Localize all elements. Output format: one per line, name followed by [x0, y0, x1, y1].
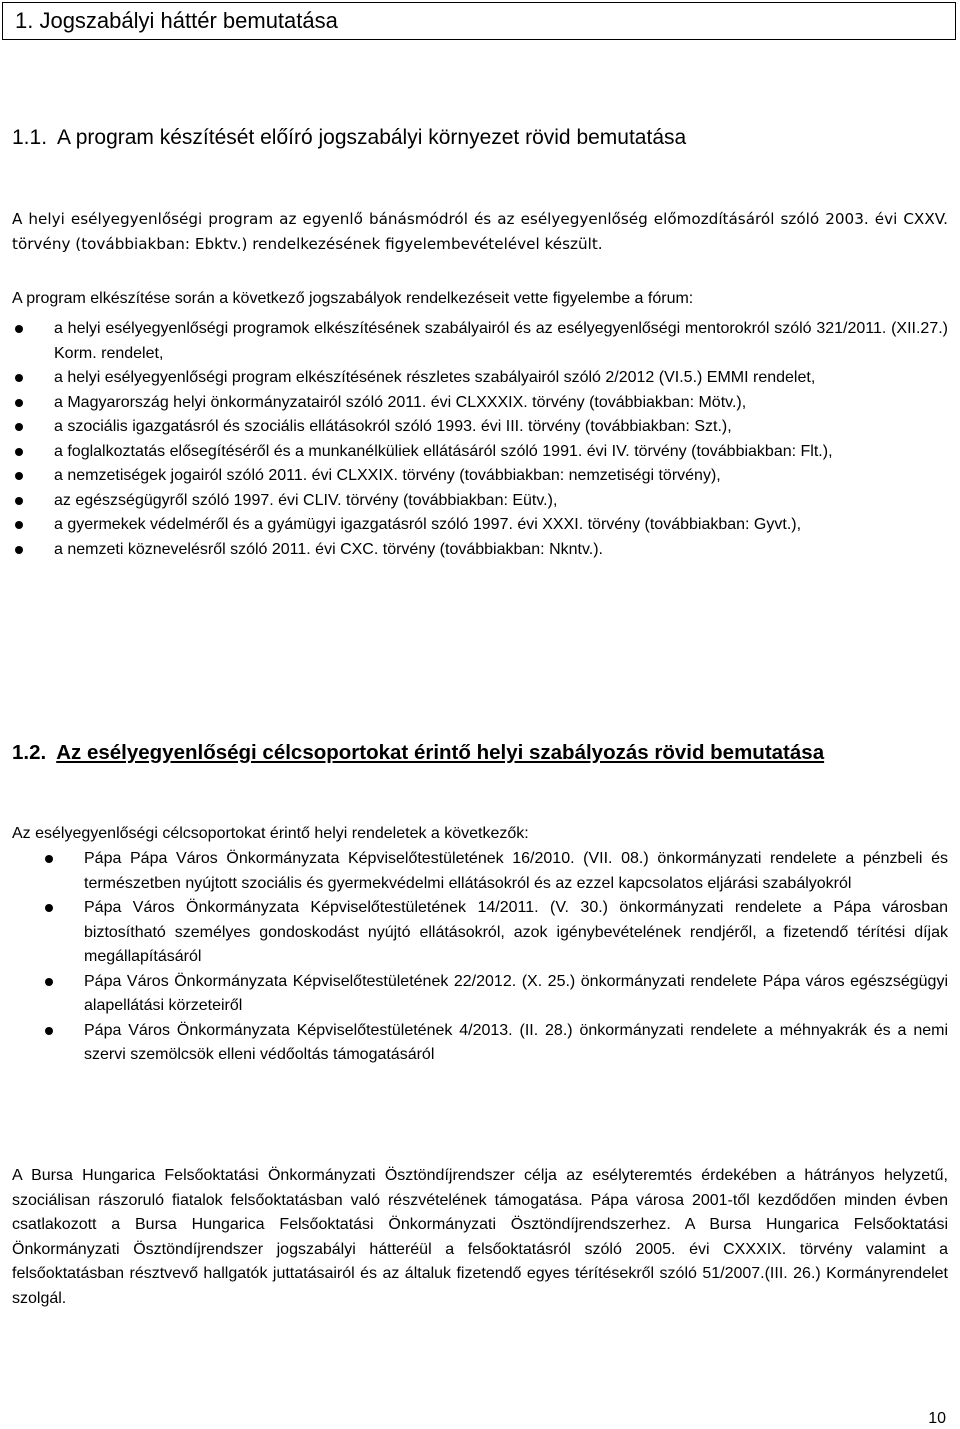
bullet-icon	[15, 325, 23, 333]
laws-lead-paragraph: A program elkészítése során a következő jogszabályok rendelkezéseit vette figyelembe a fórum:	[12, 290, 694, 307]
bullet-icon	[15, 521, 23, 529]
ebktv-intro-paragraph: A helyi esélyegyenlőségi program az egyenlő bánásmódról és az esélyegyenlőség előmozdításáról szóló 2003. évi CXXV. törvény (továbbiakban: Ebktv.) rendelkezésének figyelembevételével készült.	[12, 210, 948, 253]
section-1-2-title: Az esélyegyenlőségi célcsoportokat érintő helyi szabályozás rövid bemutatása	[56, 741, 825, 764]
section-1-2-number: 1.2.	[12, 741, 47, 764]
list-item: a Magyarország helyi önkormányzatairól szóló 2011. évi CLXXXIX. törvény (továbbiakban: Mötv.),	[0, 391, 948, 416]
list-item: Pápa Város Önkormányzata Képviselőtestületének 22/2012. (X. 25.) önkormányzati rendelete Pápa város egészségügyi alapellátási körzeteiről	[0, 970, 948, 1019]
bullet-icon	[45, 904, 53, 912]
bullet-icon	[15, 546, 23, 554]
list-item: a foglalkoztatás elősegítéséről és a munkanélküliek ellátásáról szóló 1991. évi IV. törvény (továbbiakban: Flt.),	[0, 440, 948, 465]
page-number: 10	[928, 1410, 946, 1427]
list-item: a nemzetiségek jogairól szóló 2011. évi CLXXIX. törvény (továbbiakban: nemzetiségi törvény),	[0, 464, 948, 489]
local-rules-lead-paragraph: Az esélyegyenlőségi célcsoportokat érintő helyi rendeletek a következők:	[12, 825, 529, 842]
list-item: a szociális igazgatásról és szociális ellátásokról szóló 1993. évi III. törvény (továbbiakban: Szt.),	[0, 415, 948, 440]
bullet-icon	[15, 399, 23, 407]
list-item: a nemzeti köznevelésről szóló 2011. évi CXC. törvény (továbbiakban: Nkntv.).	[0, 538, 948, 563]
bullet-icon	[45, 978, 53, 986]
bullet-icon	[45, 855, 53, 863]
bursa-hungarica-paragraph: A Bursa Hungarica Felsőoktatási Önkormányzati Ösztöndíjrendszer célja az esélyteremtés érdekében a hátrányos helyzetű, szociálisan rászoruló fiatalok felsőoktatásban való részvételének támogatása. Pápa városa 2001-től kezdődően minden évben csatlakozott a Bursa Hungarica Felsőoktatási Önkormányzati Ösztöndíjrendszerhez. A Bursa Hungarica Felsőoktatási Önkormányzati Ösztöndíjrendszer jogszabályi hátteréül a felsőoktatásról szóló 2005. évi CXXXIX. törvény valamint a felsőoktatásban résztvevő hallgatók juttatásairól és az általuk fizetendő egyes térítésekről szóló 51/2007.(III. 26.) Kormányrendelet szolgál.	[12, 1167, 948, 1307]
section-1-1-heading	[12, 126, 686, 150]
list-item: a helyi esélyegyenlőségi program elkészítésének részletes szabályairól szóló 2/2012 (VI.5.) EMMI rendelet,	[0, 366, 948, 391]
list-item: Pápa Város Önkormányzata Képviselőtestületének 14/2011. (V. 30.) önkormányzati rendelete a Pápa városban biztosítható személyes gondoskodást nyújtó ellátásokról, azok igénybevételének rendjéről, a fizetendő térítési díjak megállapításáról	[0, 896, 948, 970]
section-1-1-title: A program készítését előíró jogszabályi környezet rövid bemutatása	[57, 126, 687, 149]
bullet-icon	[15, 497, 23, 505]
list-item: Pápa Pápa Város Önkormányzata Képviselőtestületének 16/2010. (VII. 08.) önkormányzati rendelete a pénzbeli és természetben nyújtott szociális és gyermekvédelmi ellátásokról és az ezzel kapcsolatos eljárási szabályokról	[0, 847, 948, 896]
list-item: a gyermekek védelméről és a gyámügyi igazgatásról szóló 1997. évi XXXI. törvény (továbbiakban: Gyvt.),	[0, 513, 948, 538]
section-1-2-heading	[12, 741, 824, 765]
section-1-1-number: 1.1.	[12, 126, 48, 149]
bullet-icon	[45, 1027, 53, 1035]
bullet-icon	[15, 374, 23, 382]
bullet-icon	[15, 423, 23, 431]
list-item: Pápa Város Önkormányzata Képviselőtestületének 4/2013. (II. 28.) önkormányzati rendelete a méhnyakrák és a nemi szervi szemölcsök elleni védőoltás támogatásáról	[0, 1019, 948, 1068]
local-rules-list	[0, 847, 948, 1068]
list-item: a helyi esélyegyenlőségi programok elkészítésének szabályairól és az esélyegyenlőségi mentorokról szóló 321/2011. (XII.27.) Korm. rendelet,	[0, 317, 948, 366]
bullet-icon	[15, 448, 23, 456]
bullet-icon	[15, 472, 23, 480]
list-item: az egészségügyről szóló 1997. évi CLIV. törvény (továbbiakban: Eütv.),	[0, 489, 948, 514]
chapter-heading: 1. Jogszabályi háttér bemutatása	[2, 2, 956, 40]
laws-list	[0, 317, 948, 562]
